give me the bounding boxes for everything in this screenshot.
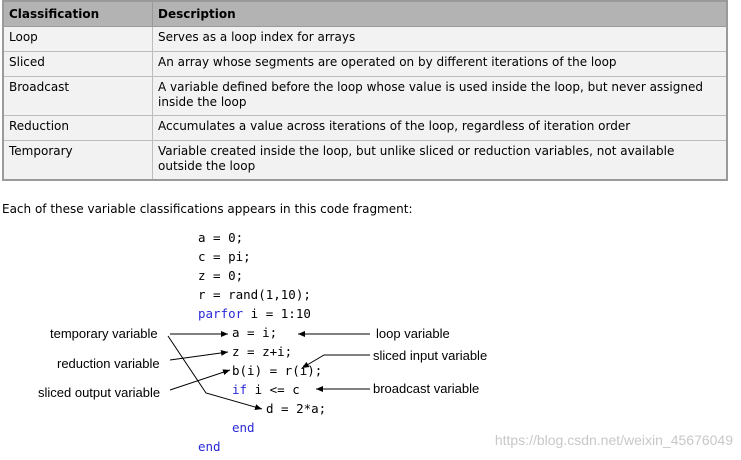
if-keyword: if [232,382,248,397]
classification-cell: Reduction [3,116,153,141]
classification-cell: Broadcast [3,77,153,116]
description-cell: An array whose segments are operated on by different iterations of the loop [153,52,728,77]
table-row [3,77,727,116]
parfor-keyword: parfor [198,306,244,321]
annotation-temporary: temporary variable [50,326,158,341]
annotation-arrows [0,220,741,460]
annotation-loop: loop variable [376,326,450,341]
code-figure [0,220,741,460]
code-line: r = rand(1,10); [198,287,311,302]
end-keyword: end [232,420,255,435]
code-fragment: i = 1:10 [243,306,311,321]
code-fragment: i <= c [247,382,300,397]
table-header-row [3,1,727,27]
arrow-reduction [170,352,228,360]
description-cell: Accumulates a value across iterations of the loop, regardless of iteration order [153,116,728,141]
table-row [3,52,727,77]
end-keyword: end [198,439,221,454]
table-row [3,116,727,141]
arrow-sliced-input [302,355,370,368]
header-classification: Classification [3,1,153,27]
intro-text: Each of these variable classifications appears in this code fragment: [2,202,413,216]
arrow-sliced-output [170,370,230,390]
code-line: b(i) = r(i); [232,363,323,378]
classification-cell: Temporary [3,141,153,181]
description-cell: Serves as a loop index for arrays [153,27,728,52]
annotation-reduction: reduction variable [57,356,160,371]
annotation-sliced-output: sliced output variable [38,385,161,400]
classification-table [2,0,728,181]
annotation-broadcast: broadcast variable [373,381,480,396]
annotation-sliced-input: sliced input variable [373,348,488,363]
classification-cell: Loop [3,27,153,52]
arrow-temporary-d [168,336,262,409]
code-line: d = 2*a; [266,401,327,416]
watermark-text: https://blog.csdn.net/weixin_45676049 [494,432,733,448]
description-cell: A variable defined before the loop whose value is used inside the loop, but never assigned inside the loop [153,77,728,116]
code-line: a = 0; [198,230,244,245]
code-line: a = i; [232,325,278,340]
table-row [3,27,727,52]
code-line: z = z+i; [232,344,293,359]
table-row [3,141,727,181]
classification-cell: Sliced [3,52,153,77]
header-description: Description [153,1,728,27]
code-line: c = pi; [198,249,251,264]
description-cell: Variable created inside the loop, but unlike sliced or reduction variables, not available outside the loop [153,141,728,181]
code-line: z = 0; [198,268,244,283]
